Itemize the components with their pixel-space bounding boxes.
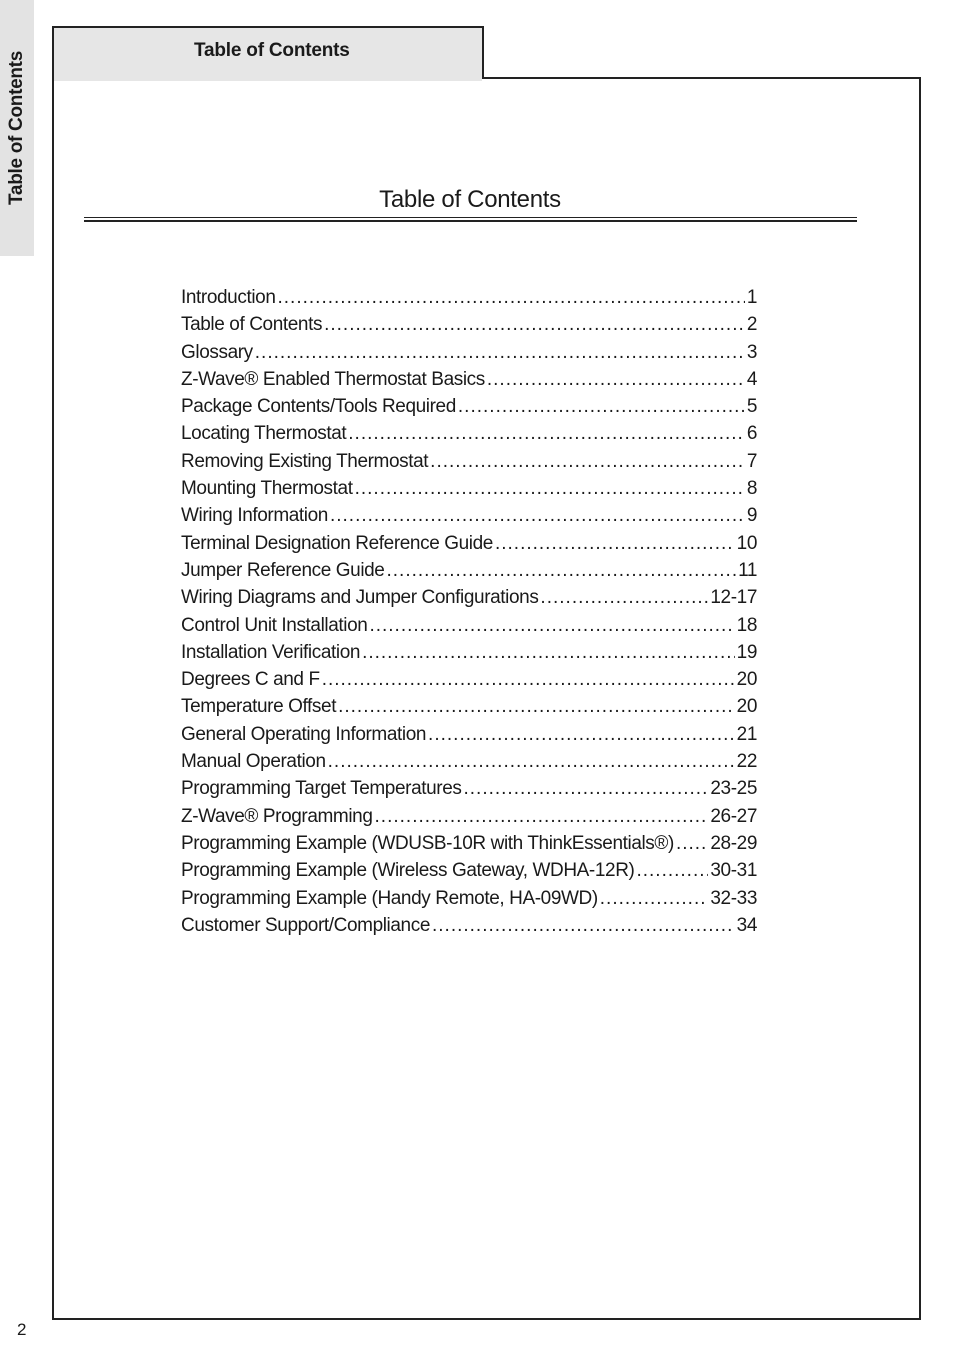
toc-entry-page: 4 — [746, 368, 757, 390]
toc-entry-title: Degrees C and F — [181, 669, 320, 691]
toc-entry-title: Installation Verification — [181, 641, 361, 663]
toc-entry[interactable] — [181, 505, 757, 532]
toc-entry-page: 22 — [736, 751, 757, 773]
toc-entry[interactable] — [181, 478, 757, 505]
toc-entry-title: Wiring Diagrams and Jumper Configurations — [181, 587, 539, 609]
toc-entry-page: 10 — [736, 532, 757, 554]
toc-entry-title: Programming Target Temperatures — [181, 778, 462, 800]
title-double-rule — [84, 217, 857, 222]
toc-entry-title: Control Unit Installation — [181, 614, 368, 636]
toc-entry-title: Locating Thermostat — [181, 423, 347, 445]
toc-entry-page: 28-29 — [710, 832, 757, 854]
toc-entry-page: 20 — [736, 669, 757, 691]
toc-entry[interactable] — [181, 533, 757, 560]
toc-entry-page: 30-31 — [710, 860, 757, 882]
toc-entry-title: Package Contents/Tools Required — [181, 396, 456, 418]
toc-entry[interactable] — [181, 915, 757, 942]
toc-entry[interactable] — [181, 860, 757, 887]
toc-entry-title: Programming Example (Handy Remote, HA-09WD) — [181, 887, 598, 909]
toc-entry-page: 18 — [736, 614, 757, 636]
toc-entry-title: Temperature Offset — [181, 696, 337, 718]
toc-entry[interactable] — [181, 451, 757, 478]
toc-entry-title: Wiring Information — [181, 505, 328, 527]
toc-dot-leader — [432, 915, 735, 937]
toc-entry-page: 34 — [736, 914, 757, 936]
toc-dot-leader — [338, 696, 735, 718]
toc-entry-page: 32-33 — [710, 887, 757, 909]
toc-entry-title: Customer Support/Compliance — [181, 914, 430, 936]
toc-entry-page: 12-17 — [710, 587, 757, 609]
toc-entry-page: 9 — [746, 505, 757, 527]
toc-entry[interactable] — [181, 287, 757, 314]
toc-dot-leader — [322, 669, 735, 691]
toc-entry-title: Table of Contents — [181, 314, 323, 336]
page-title: Table of Contents — [379, 186, 561, 213]
toc-entry[interactable] — [181, 806, 757, 833]
toc-entry-page: 21 — [736, 723, 757, 745]
toc-entry-title: Glossary — [181, 341, 253, 363]
toc-entry-page: 3 — [746, 341, 757, 363]
toc-entry[interactable] — [181, 778, 757, 805]
toc-entry-title: General Operating Information — [181, 723, 427, 745]
toc-dot-leader — [430, 451, 745, 473]
toc-entry[interactable] — [181, 314, 757, 341]
toc-dot-leader — [636, 860, 708, 882]
toc-dot-leader — [369, 615, 734, 637]
toc-entry[interactable] — [181, 615, 757, 642]
toc-entry[interactable] — [181, 342, 757, 369]
toc-dot-leader — [495, 533, 735, 555]
toc-entry-title: Programming Example (WDUSB-10R with ThinkEssentials®) — [181, 832, 674, 854]
toc-entry-page: 5 — [746, 396, 757, 418]
toc-entry-page: 19 — [736, 641, 757, 663]
toc-entry[interactable] — [181, 724, 757, 751]
toc-dot-leader — [458, 396, 745, 418]
toc-entry-page: 2 — [746, 314, 757, 336]
toc-entry-title: Z-Wave® Enabled Thermostat Basics — [181, 368, 485, 390]
toc-entry[interactable] — [181, 833, 757, 860]
toc-entry[interactable] — [181, 669, 757, 696]
toc-entry[interactable] — [181, 369, 757, 396]
toc-dot-leader — [463, 778, 708, 800]
toc-entry-title: Manual Operation — [181, 751, 326, 773]
toc-entry-page: 7 — [746, 450, 757, 472]
toc-entry-title: Terminal Designation Reference Guide — [181, 532, 493, 554]
toc-dot-leader — [676, 833, 708, 855]
toc-entry[interactable] — [181, 696, 757, 723]
toc-dot-leader — [375, 806, 709, 828]
toc-entry-page: 1 — [746, 287, 757, 308]
toc-dot-leader — [428, 724, 735, 746]
toc-entry-page: 11 — [738, 559, 757, 581]
toc-entry-title: Jumper Reference Guide — [181, 559, 385, 581]
toc-dot-leader — [386, 560, 736, 582]
toc-entry[interactable] — [181, 751, 757, 778]
toc-dot-leader — [255, 342, 745, 364]
toc-entry-title: Z-Wave® Programming — [181, 805, 373, 827]
toc-entry-page: 23-25 — [710, 778, 757, 800]
side-tab-label: Table of Contents — [6, 51, 27, 205]
toc-dot-leader — [355, 478, 745, 500]
toc-dot-leader — [324, 314, 745, 336]
toc-entry-title: Mounting Thermostat — [181, 478, 353, 500]
toc-entry-title: Removing Existing Thermostat — [181, 450, 429, 472]
header-tab-join — [54, 75, 482, 81]
toc-dot-leader — [540, 587, 708, 609]
toc-entry-page: 6 — [746, 423, 757, 445]
toc-dot-leader — [600, 888, 709, 910]
toc-entry-page: 8 — [746, 478, 757, 500]
toc-entry[interactable] — [181, 396, 757, 423]
side-section-tab — [0, 0, 34, 256]
toc-entry-title: Introduction — [181, 287, 276, 308]
toc-entry[interactable] — [181, 642, 757, 669]
page-number: 2 — [17, 1320, 27, 1339]
header-section-tab — [52, 26, 484, 77]
toc-dot-leader — [330, 505, 745, 527]
toc-entry[interactable] — [181, 587, 757, 614]
toc-list — [181, 287, 757, 942]
toc-entry-title: Programming Example (Wireless Gateway, WDHA-12R) — [181, 860, 635, 882]
header-tab-label: Table of Contents — [194, 40, 350, 61]
toc-dot-leader — [278, 287, 745, 309]
toc-entry[interactable] — [181, 423, 757, 450]
toc-dot-leader — [328, 751, 735, 773]
toc-dot-leader — [487, 369, 745, 391]
toc-entry-page: 26-27 — [710, 805, 757, 827]
toc-entry-page: 20 — [736, 696, 757, 718]
toc-dot-leader — [348, 423, 745, 445]
toc-dot-leader — [362, 642, 735, 664]
toc-entry[interactable] — [181, 560, 757, 587]
toc-entry[interactable] — [181, 888, 757, 915]
